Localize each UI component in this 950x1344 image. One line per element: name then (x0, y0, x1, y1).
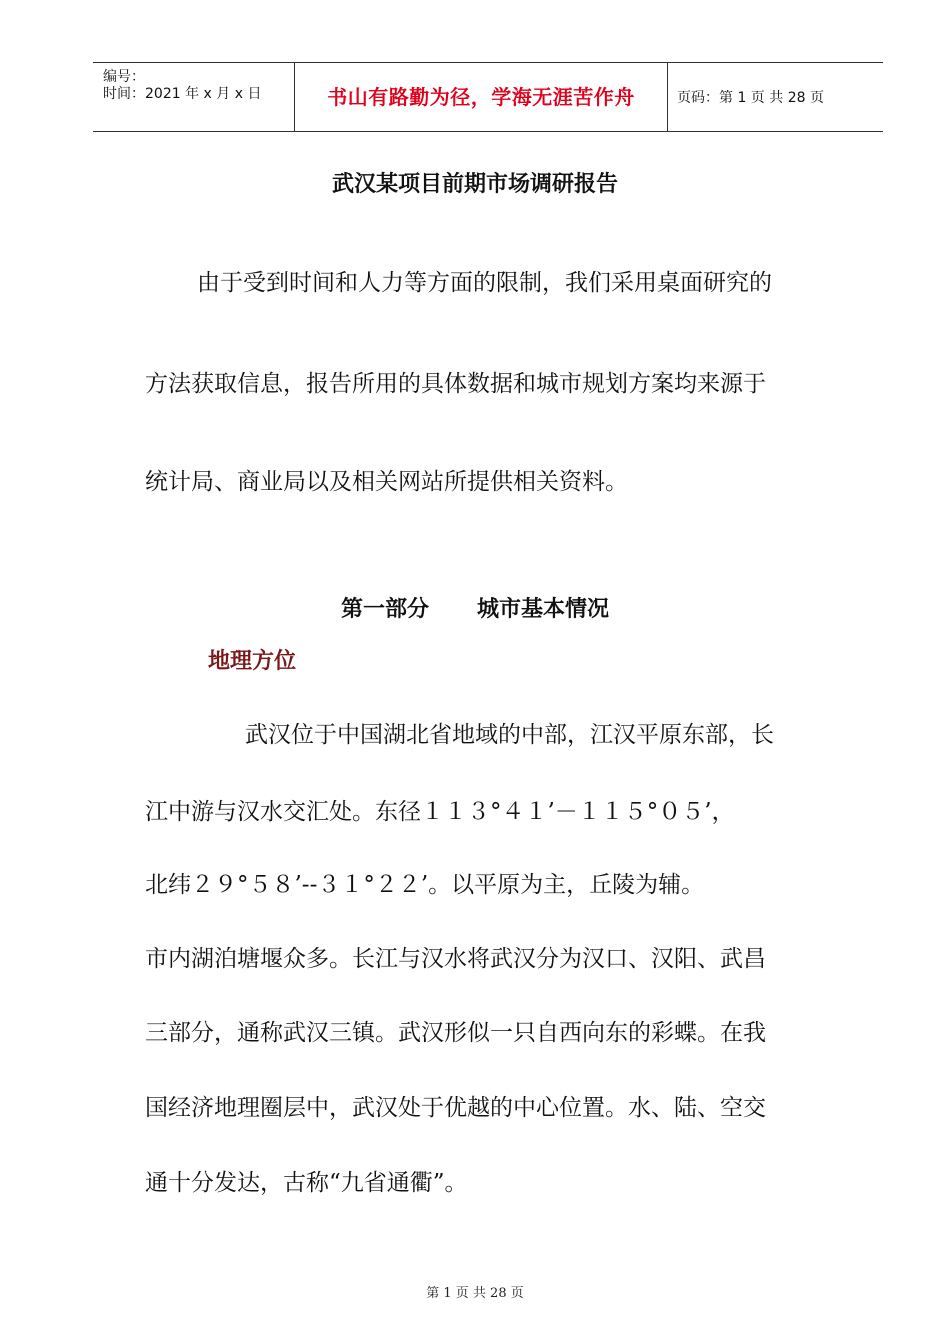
intro-line: 方法获取信息，报告所用的具体数据和城市规划方案均来源于 (145, 371, 766, 397)
intro-line: 由于受到时间和人力等方面的限制，我们采用桌面研究的 (197, 270, 772, 296)
section-part: 第一部分 (340, 597, 429, 622)
document-title: 武汉某项目前期市场调研报告 (331, 172, 618, 197)
body-line: 江中游与汉水交汇处。东径１１３°４１’－１１５°０５’， (145, 799, 735, 825)
body-line: 国经济地理圈层中，武汉处于优越的中心位置。水、陆、空交 (145, 1095, 766, 1121)
subheading: 地理方位 (208, 649, 297, 674)
page-footer: 第 1 页 共 28 页 (426, 1286, 524, 1301)
body-line: 武汉位于中国湖北省地域的中部，江汉平原东部，长 (245, 722, 774, 748)
body-line: 通十分发达，古称“九省通衢”。 (145, 1170, 468, 1196)
document-number-label: 编号： (103, 69, 145, 85)
header-info-cell (93, 63, 295, 131)
header-page-code: 页码：第 1 页 共 28 页 (677, 90, 824, 106)
section-name: 城市基本情况 (477, 597, 610, 622)
header-page-cell (668, 63, 883, 131)
header-motto: 书山有路勤为径，学海无涯苦作舟 (327, 85, 635, 109)
page-header (93, 62, 883, 132)
intro-line: 统计局、商业局以及相关网站所提供相关资料。 (145, 469, 628, 495)
body-line: 北纬２９°５８’--３１°２２’。以平原为主，丘陵为辅。 (145, 872, 705, 898)
header-motto-cell (295, 63, 668, 131)
section-title (0, 595, 950, 625)
document-date: 时间：2021 年 x 月 x 日 (103, 86, 262, 102)
body-line: 市内湖泊塘堰众多。长江与汉水将武汉分为汉口、汉阳、武昌 (145, 946, 766, 972)
body-line: 三部分，通称武汉三镇。武汉形似一只自西向东的彩蝶。在我 (145, 1020, 766, 1046)
